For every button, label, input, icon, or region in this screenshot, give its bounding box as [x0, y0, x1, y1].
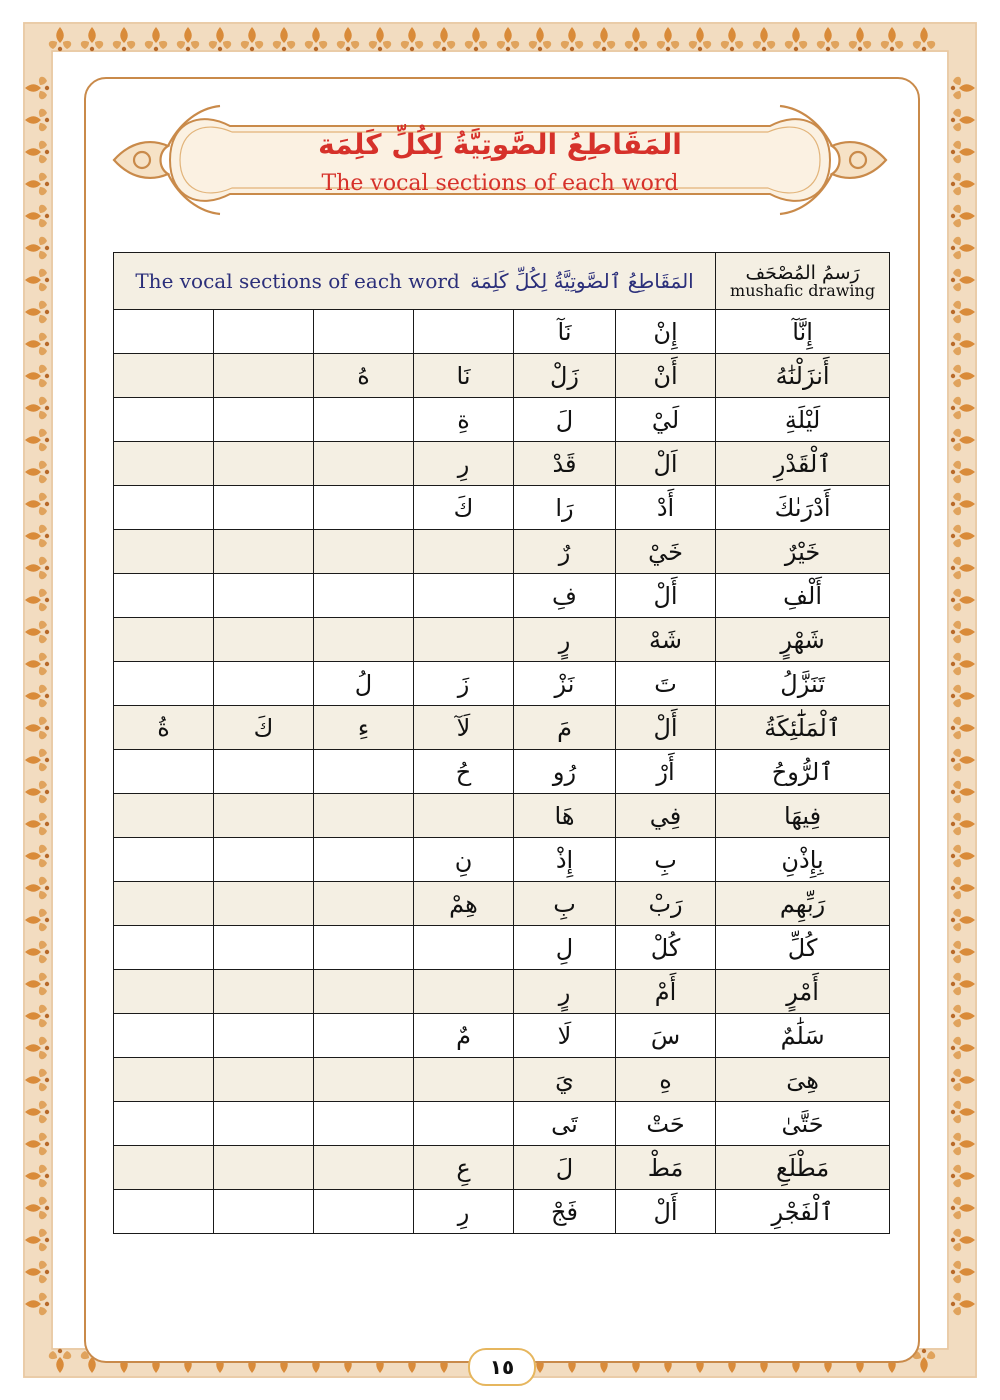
section-cell	[314, 1014, 414, 1058]
mushafic-word: ٱلْفَجْرِ	[716, 1190, 890, 1234]
section-cell: مَ	[514, 706, 616, 750]
section-cell: هِ	[616, 1058, 716, 1102]
section-cell: حُ	[414, 750, 514, 794]
section-cell: مَطْ	[616, 1146, 716, 1190]
section-cell	[114, 1146, 214, 1190]
section-cell	[114, 838, 214, 882]
section-cell	[214, 1014, 314, 1058]
section-cell	[114, 486, 214, 530]
mushafic-word: ٱلرُّوحُ	[716, 750, 890, 794]
section-cell	[214, 926, 314, 970]
mushafic-word: أَنزَلْنَٰهُ	[716, 354, 890, 398]
section-cell: لَ	[514, 398, 616, 442]
header-sections-arabic: المَقَاطِعُ ٱلصَّوتِيَّةُ لِكُلِّ كَلِمَة	[470, 269, 694, 293]
mushafic-word: أَلْفِ	[716, 574, 890, 618]
mushafic-word: أَمْرٍ	[716, 970, 890, 1014]
section-cell: ءِ	[314, 706, 414, 750]
section-cell	[314, 530, 414, 574]
section-cell: زَ	[414, 662, 514, 706]
section-cell	[214, 530, 314, 574]
section-cell: فَجْ	[514, 1190, 616, 1234]
table-row	[114, 926, 890, 970]
section-cell	[214, 354, 314, 398]
section-cell	[314, 398, 414, 442]
section-cell	[114, 398, 214, 442]
section-cell: سَ	[616, 1014, 716, 1058]
section-cell: أَمْ	[616, 970, 716, 1014]
mushafic-word: فِيهَا	[716, 794, 890, 838]
section-cell	[214, 574, 314, 618]
section-cell: رَبْ	[616, 882, 716, 926]
section-cell: أَدْ	[616, 486, 716, 530]
section-cell: زَلْ	[514, 354, 616, 398]
mushafic-word: لَيْلَةِ	[716, 398, 890, 442]
section-cell	[114, 1014, 214, 1058]
table-row	[114, 750, 890, 794]
section-cell	[214, 662, 314, 706]
section-cell	[314, 1190, 414, 1234]
section-cell: أَرْ	[616, 750, 716, 794]
section-cell: اَلْ	[616, 442, 716, 486]
section-cell: فِي	[616, 794, 716, 838]
section-cell: قَدْ	[514, 442, 616, 486]
section-cell: تَى	[514, 1102, 616, 1146]
section-cell	[114, 618, 214, 662]
section-cell	[114, 794, 214, 838]
mushafic-word: هِىَ	[716, 1058, 890, 1102]
header-sections-english: The vocal sections of each word	[135, 269, 460, 293]
section-cell	[214, 1102, 314, 1146]
section-cell: شَهْ	[616, 618, 716, 662]
section-cell	[114, 662, 214, 706]
section-cell	[314, 882, 414, 926]
section-cell	[214, 310, 314, 354]
section-cell: تَ	[616, 662, 716, 706]
table-row	[114, 1190, 890, 1234]
table-row	[114, 398, 890, 442]
section-cell: رٌ	[514, 530, 616, 574]
section-cell	[214, 838, 314, 882]
section-cell: بِ	[616, 838, 716, 882]
section-cell: لَا	[514, 1014, 616, 1058]
mushafic-word: أَدْرَىٰكَ	[716, 486, 890, 530]
section-cell	[314, 310, 414, 354]
section-cell	[114, 1190, 214, 1234]
table-row	[114, 574, 890, 618]
table-row	[114, 1102, 890, 1146]
section-cell	[414, 618, 514, 662]
section-cell: لَآ	[414, 706, 514, 750]
page-title-arabic: المَقَاطِعُ الصَّوتِيَّةُ لِكُلِّ كَلِمَة	[318, 128, 682, 161]
section-cell: خَيْ	[616, 530, 716, 574]
section-cell	[314, 970, 414, 1014]
mushafic-word: إِنَّآ	[716, 310, 890, 354]
section-cell: رُو	[514, 750, 616, 794]
table-row	[114, 1058, 890, 1102]
table-row	[114, 706, 890, 750]
table-row	[114, 662, 890, 706]
section-cell: لَيْ	[616, 398, 716, 442]
header-drawing-english: mushafic drawing	[730, 280, 876, 300]
section-cell: نَآ	[514, 310, 616, 354]
section-cell: كَ	[414, 486, 514, 530]
table-row	[114, 1146, 890, 1190]
mushafic-word: تَنَزَّلُ	[716, 662, 890, 706]
page-number: ١٥	[468, 1348, 536, 1386]
section-cell: حَتْ	[616, 1102, 716, 1146]
table-body	[114, 310, 890, 1234]
section-cell: أَلْ	[616, 574, 716, 618]
section-cell	[414, 310, 514, 354]
section-cell: نِ	[414, 838, 514, 882]
mushafic-word: ٱلْقَدْرِ	[716, 442, 890, 486]
table-row	[114, 486, 890, 530]
table-row	[114, 530, 890, 574]
table-row	[114, 794, 890, 838]
section-cell	[214, 442, 314, 486]
section-cell	[114, 882, 214, 926]
section-cell	[114, 574, 214, 618]
section-cell: رَا	[514, 486, 616, 530]
section-cell: رٍ	[514, 618, 616, 662]
section-cell: فِ	[514, 574, 616, 618]
mushafic-word: رَبِّهِم	[716, 882, 890, 926]
section-cell	[414, 794, 514, 838]
section-cell: أَلْ	[616, 1190, 716, 1234]
section-cell: لُ	[314, 662, 414, 706]
mushafic-word: حَتَّىٰ	[716, 1102, 890, 1146]
section-cell	[314, 486, 414, 530]
mushafic-word: سَلَٰمٌ	[716, 1014, 890, 1058]
section-cell	[214, 1058, 314, 1102]
table-header-row	[114, 253, 890, 310]
section-cell	[114, 1102, 214, 1146]
section-cell: رِ	[414, 1190, 514, 1234]
section-cell	[414, 530, 514, 574]
header-sections	[114, 253, 716, 310]
table-row	[114, 882, 890, 926]
section-cell: نَزْ	[514, 662, 616, 706]
section-cell: لَ	[514, 1146, 616, 1190]
table-row	[114, 838, 890, 882]
table-row	[114, 354, 890, 398]
header-mushafic-drawing	[716, 253, 890, 310]
table-row	[114, 1014, 890, 1058]
mushafic-word: مَطْلَعِ	[716, 1146, 890, 1190]
section-cell: هِمْ	[414, 882, 514, 926]
table-row	[114, 970, 890, 1014]
section-cell	[114, 442, 214, 486]
section-cell	[114, 926, 214, 970]
section-cell: هُ	[314, 354, 414, 398]
section-cell	[414, 926, 514, 970]
section-cell	[214, 1190, 314, 1234]
section-cell	[314, 618, 414, 662]
section-cell	[314, 926, 414, 970]
section-cell: أَنْ	[616, 354, 716, 398]
section-cell: بِ	[514, 882, 616, 926]
section-cell	[314, 838, 414, 882]
mushafic-word: بِإِذْنِ	[716, 838, 890, 882]
section-cell	[214, 970, 314, 1014]
section-cell	[114, 1058, 214, 1102]
section-cell: كُلْ	[616, 926, 716, 970]
section-cell	[414, 970, 514, 1014]
table-row	[114, 618, 890, 662]
section-cell: أَلْ	[616, 706, 716, 750]
mushafic-word: خَيْرٌ	[716, 530, 890, 574]
mushafic-word: كُلِّ	[716, 926, 890, 970]
section-cell	[314, 1102, 414, 1146]
section-cell	[314, 1146, 414, 1190]
section-cell	[114, 310, 214, 354]
section-cell	[214, 618, 314, 662]
section-cell	[214, 1146, 314, 1190]
section-cell: نَا	[414, 354, 514, 398]
section-cell	[414, 1102, 514, 1146]
vocal-sections-table	[113, 252, 890, 1234]
section-cell	[314, 574, 414, 618]
section-cell: كَ	[214, 706, 314, 750]
section-cell	[214, 750, 314, 794]
section-cell: يَ	[514, 1058, 616, 1102]
section-cell: هَا	[514, 794, 616, 838]
section-cell: رِ	[414, 442, 514, 486]
section-cell	[114, 970, 214, 1014]
section-cell: لِ	[514, 926, 616, 970]
section-cell	[214, 794, 314, 838]
section-cell	[314, 794, 414, 838]
section-cell: ةِ	[414, 398, 514, 442]
section-cell: عِ	[414, 1146, 514, 1190]
section-cell	[114, 530, 214, 574]
page-title-english: The vocal sections of each word	[321, 171, 679, 196]
table-row	[114, 442, 890, 486]
section-cell: مٌ	[414, 1014, 514, 1058]
section-cell	[214, 882, 314, 926]
header-drawing-arabic: رَسمُ المُصْحَف	[745, 261, 860, 284]
section-cell: إِذْ	[514, 838, 616, 882]
table-row	[114, 310, 890, 354]
section-cell: ةُ	[114, 706, 214, 750]
section-cell	[414, 574, 514, 618]
section-cell	[114, 750, 214, 794]
section-cell	[314, 1058, 414, 1102]
section-cell: رٍ	[514, 970, 616, 1014]
mushafic-word: شَهْرٍ	[716, 618, 890, 662]
section-cell	[414, 1058, 514, 1102]
mushafic-word: ٱلْمَلَٰٓئِكَةُ	[716, 706, 890, 750]
section-cell	[214, 398, 314, 442]
section-cell	[214, 486, 314, 530]
section-cell	[314, 750, 414, 794]
section-cell	[114, 354, 214, 398]
section-cell: إِنْ	[616, 310, 716, 354]
section-cell	[314, 442, 414, 486]
